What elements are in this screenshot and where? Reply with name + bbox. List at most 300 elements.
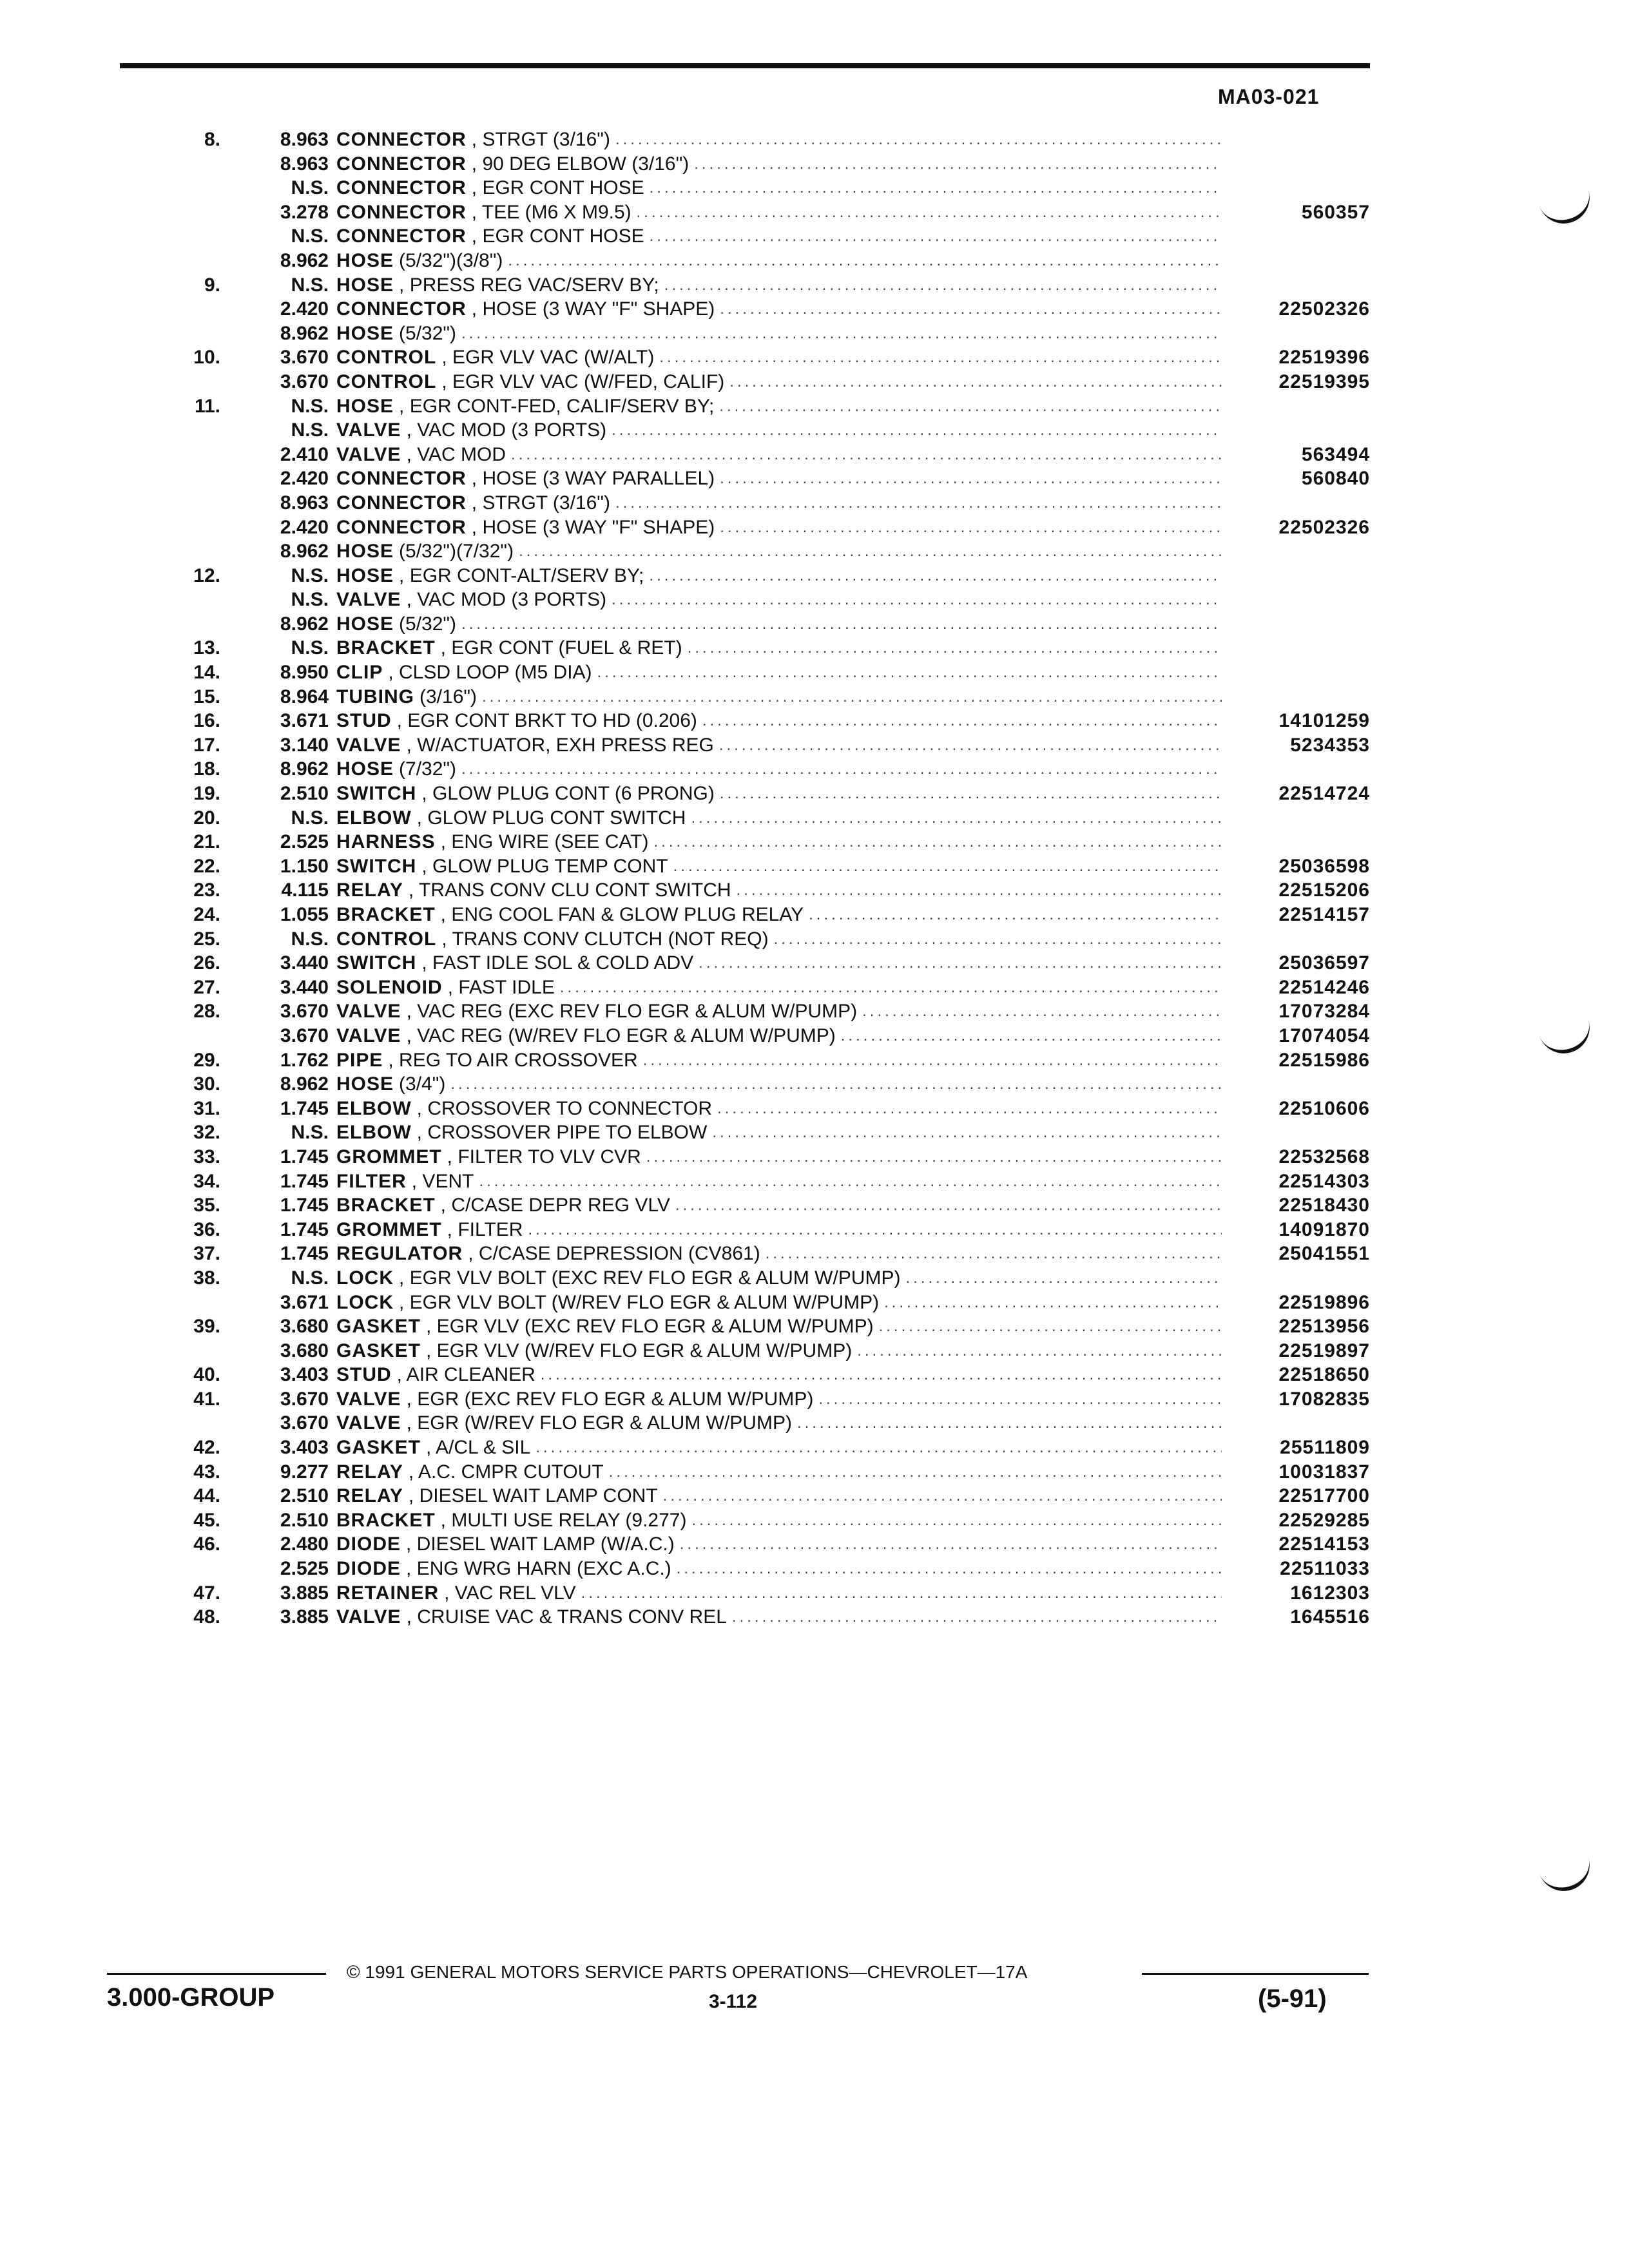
part-name: HARNESS <box>336 831 436 853</box>
part-qualifier: , VAC MOD (3 PORTS) <box>406 589 607 611</box>
part-qualifier: , EGR CONT HOSE <box>471 226 644 247</box>
part-number: 22510606 <box>1278 1097 1370 1119</box>
parts-row <box>0 830 1629 854</box>
group-number: 3.680 <box>280 1316 329 1338</box>
leader-dots <box>671 1557 1222 1581</box>
part-qualifier: , CROSSOVER PIPE TO ELBOW <box>416 1122 708 1144</box>
item-ref: 26. <box>193 952 220 974</box>
part-number: 14101259 <box>1278 710 1370 732</box>
item-ref: 48. <box>193 1606 220 1628</box>
leader-dots <box>555 975 1222 1000</box>
part-description <box>336 1532 1222 1557</box>
item-ref: 32. <box>193 1122 220 1144</box>
group-number: 2.410 <box>280 443 329 465</box>
parts-row <box>0 1193 1629 1218</box>
leader-dots <box>686 1508 1222 1533</box>
part-qualifier: , EGR VLV BOLT (EXC REV FLO EGR & ALUM W/PUMP) <box>399 1267 901 1289</box>
item-ref: 31. <box>193 1097 220 1119</box>
part-name: VALVE <box>336 1412 401 1434</box>
leader-dots <box>769 927 1222 952</box>
part-description <box>336 1411 1222 1436</box>
part-name: VALVE <box>336 1606 401 1628</box>
group-number: 3.440 <box>280 952 329 974</box>
group-number: 8.962 <box>280 249 329 271</box>
part-number: 25036597 <box>1278 952 1370 974</box>
part-qualifier: , EGR VLV VAC (W/FED, CALIF) <box>441 370 725 392</box>
leader-dots <box>697 709 1222 733</box>
part-name: CONNECTOR <box>336 516 467 538</box>
part-qualifier: (5/32") <box>399 613 457 635</box>
part-name: HOSE <box>336 613 394 635</box>
part-qualifier: , DIESEL WAIT LAMP (W/A.C.) <box>406 1533 675 1555</box>
group-number: N.S. <box>291 637 329 659</box>
parts-row <box>0 1072 1629 1097</box>
part-description <box>336 782 1222 806</box>
parts-row <box>0 1048 1629 1073</box>
part-number: 22514303 <box>1278 1170 1370 1192</box>
part-name: HOSE <box>336 758 394 780</box>
parts-row <box>0 975 1629 1000</box>
part-qualifier: , C/CASE DEPR REG VLV <box>440 1195 670 1216</box>
item-ref: 30. <box>193 1073 220 1095</box>
leader-dots <box>675 1532 1222 1557</box>
group-number: 2.420 <box>280 516 329 538</box>
leader-dots <box>644 176 1222 200</box>
group-number: N.S. <box>291 177 329 199</box>
group-number: 2.525 <box>280 831 329 853</box>
item-ref: 16. <box>193 710 220 732</box>
leader-dots <box>610 128 1222 152</box>
group-number: 3.140 <box>280 734 329 756</box>
group-number: N.S. <box>291 1267 329 1289</box>
group-number: 1.745 <box>280 1170 329 1192</box>
part-description <box>336 1605 1222 1629</box>
parts-row <box>0 1120 1629 1145</box>
group-number: 3.885 <box>280 1582 329 1604</box>
part-description <box>336 636 1222 660</box>
part-name: CONNECTOR <box>336 468 467 490</box>
parts-row <box>0 1605 1629 1629</box>
parts-row <box>0 466 1629 491</box>
part-name: GASKET <box>336 1437 421 1459</box>
part-description <box>336 128 1222 152</box>
parts-row <box>0 176 1629 200</box>
group-number: 1.745 <box>280 1097 329 1119</box>
item-ref: 34. <box>193 1170 220 1192</box>
part-qualifier: , VAC MOD (3 PORTS) <box>406 419 607 441</box>
item-ref: 14. <box>193 662 220 684</box>
parts-row <box>0 200 1629 225</box>
item-ref: 23. <box>193 879 220 901</box>
item-ref: 44. <box>193 1485 220 1507</box>
part-qualifier: , VAC REL VLV <box>444 1582 576 1604</box>
leader-dots <box>901 1266 1222 1291</box>
item-ref: 17. <box>193 734 220 756</box>
group-number: 8.962 <box>280 322 329 344</box>
part-description <box>336 176 1222 200</box>
part-name: GROMMET <box>336 1218 442 1240</box>
group-number: 1.055 <box>280 904 329 925</box>
part-description <box>336 1193 1222 1218</box>
leader-dots <box>714 733 1222 758</box>
parts-row <box>0 1339 1629 1363</box>
part-qualifier: , REG TO AIR CROSSOVER <box>388 1049 638 1071</box>
leader-dots <box>644 224 1222 249</box>
part-qualifier: , W/ACTUATOR, EXH PRESS REG <box>406 734 714 756</box>
part-description <box>336 588 1222 612</box>
part-qualifier: , CLSD LOOP (M5 DIA) <box>388 662 592 684</box>
part-number: 22532568 <box>1278 1146 1370 1168</box>
part-number: 1612303 <box>1290 1582 1370 1604</box>
leader-dots <box>804 903 1222 927</box>
part-description <box>336 1048 1222 1073</box>
part-qualifier: , EGR (W/REV FLO EGR & ALUM W/PUMP) <box>406 1412 792 1434</box>
parts-row <box>0 491 1629 515</box>
parts-row <box>0 999 1629 1024</box>
part-number: 22519395 <box>1278 370 1370 392</box>
part-name: PIPE <box>336 1049 383 1071</box>
parts-row <box>0 370 1629 394</box>
leader-dots <box>535 1363 1222 1387</box>
part-name: HOSE <box>336 249 394 271</box>
part-qualifier: , DIESEL WAIT LAMP CONT <box>408 1485 658 1507</box>
part-number: 22517700 <box>1278 1485 1370 1507</box>
group-number: 8.962 <box>280 758 329 780</box>
parts-row <box>0 515 1629 540</box>
part-description <box>336 685 1222 709</box>
footer-rule-right <box>1142 1973 1369 1975</box>
parts-row <box>0 806 1629 831</box>
group-number: 3.671 <box>280 1291 329 1313</box>
part-name: CONNECTOR <box>336 153 467 175</box>
part-description <box>336 200 1222 225</box>
part-name: VALVE <box>336 1388 401 1410</box>
part-description <box>336 539 1222 564</box>
parts-row <box>0 1387 1629 1412</box>
part-description <box>336 1314 1222 1339</box>
part-description <box>336 466 1222 491</box>
leader-dots <box>760 1242 1222 1266</box>
parts-row <box>0 782 1629 806</box>
part-description <box>336 1242 1222 1266</box>
parts-row <box>0 297 1629 322</box>
footer-rule-left <box>107 1973 326 1975</box>
part-name: VALVE <box>336 419 401 441</box>
leader-dots <box>503 249 1222 273</box>
part-number: 25041551 <box>1278 1243 1370 1265</box>
leader-dots <box>658 1484 1222 1508</box>
part-number: 22519897 <box>1278 1340 1370 1361</box>
part-name: LOCK <box>336 1267 394 1289</box>
part-name: CONNECTOR <box>336 129 467 150</box>
parts-row <box>0 660 1629 685</box>
part-name: CLIP <box>336 662 383 684</box>
item-ref: 18. <box>193 758 220 780</box>
group-number: 3.670 <box>280 1412 329 1434</box>
part-description <box>336 491 1222 515</box>
part-description <box>336 999 1222 1024</box>
part-qualifier: , A/CL & SIL <box>426 1437 531 1459</box>
leader-dots <box>514 539 1222 564</box>
group-number: N.S. <box>291 395 329 417</box>
group-number: 8.962 <box>280 541 329 562</box>
part-number: 22513956 <box>1278 1316 1370 1338</box>
leader-dots <box>836 1024 1222 1048</box>
part-description <box>336 224 1222 249</box>
item-ref: 24. <box>193 904 220 925</box>
part-name: VALVE <box>336 589 401 611</box>
item-ref: 28. <box>193 1001 220 1023</box>
part-number: 25036598 <box>1278 855 1370 877</box>
part-qualifier: , GLOW PLUG CONT (6 PRONG) <box>421 783 715 805</box>
parts-row <box>0 1169 1629 1194</box>
part-qualifier: , AIR CLEANER <box>396 1364 535 1386</box>
part-number: 560840 <box>1301 468 1370 490</box>
part-qualifier: , TEE (M6 X M9.5) <box>471 201 631 223</box>
part-description <box>336 1024 1222 1048</box>
top-rule <box>120 63 1370 68</box>
part-number: 22502326 <box>1278 516 1370 538</box>
part-description <box>336 515 1222 540</box>
part-name: BRACKET <box>336 1195 436 1216</box>
part-qualifier: , EGR CONT HOSE <box>471 177 644 199</box>
part-qualifier: , VAC REG (EXC REV FLO EGR & ALUM W/PUMP) <box>406 1001 858 1023</box>
parts-row <box>0 1581 1629 1606</box>
item-ref: 47. <box>193 1582 220 1604</box>
parts-row <box>0 903 1629 927</box>
leader-dots <box>707 1120 1222 1145</box>
leader-dots <box>456 612 1222 637</box>
leader-dots <box>731 878 1222 903</box>
leader-dots <box>523 1218 1222 1242</box>
item-ref: 29. <box>193 1049 220 1071</box>
leader-dots <box>682 636 1222 660</box>
leader-dots <box>689 152 1222 177</box>
item-ref: 21. <box>193 831 220 853</box>
group-number: 8.963 <box>280 492 329 514</box>
part-qualifier: , FAST IDLE SOL & COLD ADV <box>421 952 694 974</box>
part-number: 22515206 <box>1278 879 1370 901</box>
leader-dots <box>592 660 1222 685</box>
parts-row <box>0 1557 1629 1581</box>
part-qualifier: , A.C. CMPR CUTOUT <box>408 1461 604 1483</box>
part-name: VALVE <box>336 443 401 465</box>
part-name: ELBOW <box>336 1122 412 1144</box>
leader-dots <box>852 1339 1222 1363</box>
leader-dots <box>857 999 1222 1024</box>
part-description <box>336 1072 1222 1097</box>
group-number: N.S. <box>291 807 329 829</box>
parts-row <box>0 636 1629 660</box>
part-description <box>336 903 1222 927</box>
leader-dots <box>604 1460 1222 1485</box>
group-number: 3.680 <box>280 1340 329 1361</box>
item-ref: 38. <box>193 1267 220 1289</box>
leader-dots <box>644 564 1222 588</box>
item-ref: 11. <box>194 395 220 417</box>
leader-dots <box>659 273 1222 298</box>
part-description <box>336 1363 1222 1387</box>
leader-dots <box>715 297 1222 322</box>
part-description <box>336 1484 1222 1508</box>
part-description <box>336 733 1222 758</box>
item-ref: 15. <box>193 686 220 707</box>
part-number: 22514724 <box>1278 783 1370 805</box>
leader-dots <box>631 200 1222 225</box>
part-description <box>336 273 1222 298</box>
leader-dots <box>654 345 1222 370</box>
parts-row <box>0 733 1629 758</box>
parts-row <box>0 612 1629 637</box>
leader-dots <box>610 491 1222 515</box>
parts-row <box>0 1291 1629 1315</box>
parts-row <box>0 564 1629 588</box>
part-name: CONNECTOR <box>336 492 467 514</box>
part-name: BRACKET <box>336 1509 436 1531</box>
part-name: SWITCH <box>336 855 417 877</box>
part-number: 25511809 <box>1280 1437 1370 1459</box>
item-ref: 43. <box>193 1461 220 1483</box>
group-number: 2.510 <box>280 1485 329 1507</box>
part-name: GASKET <box>336 1340 421 1361</box>
part-name: SWITCH <box>336 952 417 974</box>
part-description <box>336 418 1222 443</box>
parts-row <box>0 394 1629 419</box>
parts-row <box>0 757 1629 782</box>
part-number: 563494 <box>1301 443 1370 465</box>
part-qualifier: , CROSSOVER TO CONNECTOR <box>416 1097 713 1119</box>
copyright-notice: © 1991 GENERAL MOTORS SERVICE PARTS OPERATIONS—CHEVROLET—17A <box>347 1962 1028 1982</box>
part-name: VALVE <box>336 734 401 756</box>
part-qualifier: , GLOW PLUG CONT SWITCH <box>416 807 686 829</box>
group-number: 3.670 <box>280 370 329 392</box>
parts-row <box>0 224 1629 249</box>
group-number: 3.403 <box>280 1437 329 1459</box>
group-number: 2.420 <box>280 468 329 490</box>
part-number: 22511033 <box>1280 1558 1370 1580</box>
part-number: 22518430 <box>1278 1195 1370 1216</box>
part-name: ELBOW <box>336 807 412 829</box>
part-description <box>336 660 1222 685</box>
part-qualifier: , VAC REG (W/REV FLO EGR & ALUM W/PUMP) <box>406 1024 836 1046</box>
part-number: 22514153 <box>1278 1533 1370 1555</box>
leader-dots <box>606 418 1222 443</box>
parts-row <box>0 418 1629 443</box>
item-ref: 35. <box>193 1195 220 1216</box>
item-ref: 45. <box>193 1509 220 1531</box>
part-name: HOSE <box>336 564 394 586</box>
leader-dots <box>879 1291 1222 1315</box>
group-number: 3.670 <box>280 1388 329 1410</box>
part-name: HOSE <box>336 322 394 344</box>
part-name: TUBING <box>336 686 414 707</box>
parts-row <box>0 273 1629 298</box>
group-number: 8.950 <box>280 662 329 684</box>
item-ref: 41. <box>193 1388 220 1410</box>
part-qualifier: , STRGT (3/16") <box>471 492 610 514</box>
part-name: DIODE <box>336 1558 401 1580</box>
part-number: 14091870 <box>1278 1218 1370 1240</box>
leader-dots <box>813 1387 1222 1412</box>
part-name: RELAY <box>336 879 403 901</box>
group-number: 2.480 <box>280 1533 329 1555</box>
part-name: STUD <box>336 710 392 732</box>
part-name: HOSE <box>336 541 394 562</box>
group-number: 3.278 <box>280 201 329 223</box>
part-description <box>336 370 1222 394</box>
leader-dots <box>715 782 1222 806</box>
part-description <box>336 709 1222 733</box>
item-ref: 46. <box>193 1533 220 1555</box>
part-name: GROMMET <box>336 1146 442 1168</box>
group-number: 3.885 <box>280 1606 329 1628</box>
part-description <box>336 1339 1222 1363</box>
page-code: MA03-021 <box>1218 85 1320 108</box>
part-qualifier: (5/32") <box>399 322 457 344</box>
part-qualifier: , TRANS CONV CLU CONT SWITCH <box>408 879 731 901</box>
part-description <box>336 975 1222 1000</box>
part-description <box>336 612 1222 637</box>
leader-dots <box>715 466 1222 491</box>
group-number: 1.745 <box>280 1218 329 1240</box>
part-number: 1645516 <box>1290 1606 1370 1628</box>
leader-dots <box>686 806 1222 831</box>
part-number: 17074054 <box>1278 1024 1370 1046</box>
part-qualifier: , VENT <box>411 1170 474 1192</box>
part-number: 22519396 <box>1278 347 1370 369</box>
part-qualifier: , EGR CONT (FUEL & RET) <box>440 637 682 659</box>
leader-dots <box>693 951 1222 975</box>
part-name: ELBOW <box>336 1097 412 1119</box>
group-number: 3.670 <box>280 1024 329 1046</box>
part-qualifier: , 90 DEG ELBOW (3/16") <box>471 153 689 175</box>
group-number: 8.964 <box>280 686 329 707</box>
part-qualifier: , EGR VLV BOLT (W/REV FLO EGR & ALUM W/PUMP) <box>399 1291 880 1313</box>
parts-row <box>0 539 1629 564</box>
part-qualifier: , EGR VLV VAC (W/ALT) <box>441 347 655 369</box>
parts-row <box>0 443 1629 467</box>
item-ref: 20. <box>193 807 220 829</box>
part-name: HOSE <box>336 274 394 296</box>
item-ref: 39. <box>193 1316 220 1338</box>
part-name: CONTROL <box>336 347 437 369</box>
part-description <box>336 564 1222 588</box>
part-description <box>336 1460 1222 1485</box>
group-number: 3.670 <box>280 1001 329 1023</box>
parts-row <box>0 152 1629 177</box>
part-name: FILTER <box>336 1170 407 1192</box>
parts-row <box>0 1508 1629 1533</box>
group-number: 1.150 <box>280 855 329 877</box>
leader-dots <box>641 1145 1222 1169</box>
parts-row <box>0 1097 1629 1121</box>
parts-row <box>0 709 1629 733</box>
group-number: 3.670 <box>280 347 329 369</box>
group-number: 8.963 <box>280 129 329 150</box>
item-ref: 9. <box>204 274 220 296</box>
part-description <box>336 878 1222 903</box>
part-number: 22515986 <box>1278 1049 1370 1071</box>
part-qualifier: , HOSE (3 WAY "F" SHAPE) <box>471 516 715 538</box>
group-number: N.S. <box>291 928 329 950</box>
part-qualifier: , EGR VLV (W/REV FLO EGR & ALUM W/PUMP) <box>426 1340 853 1361</box>
group-number: N.S. <box>291 419 329 441</box>
part-qualifier: , HOSE (3 WAY "F" SHAPE) <box>471 298 715 320</box>
part-description <box>336 1387 1222 1412</box>
parts-row <box>0 588 1629 612</box>
part-name: BRACKET <box>336 637 436 659</box>
leader-dots <box>506 443 1222 467</box>
